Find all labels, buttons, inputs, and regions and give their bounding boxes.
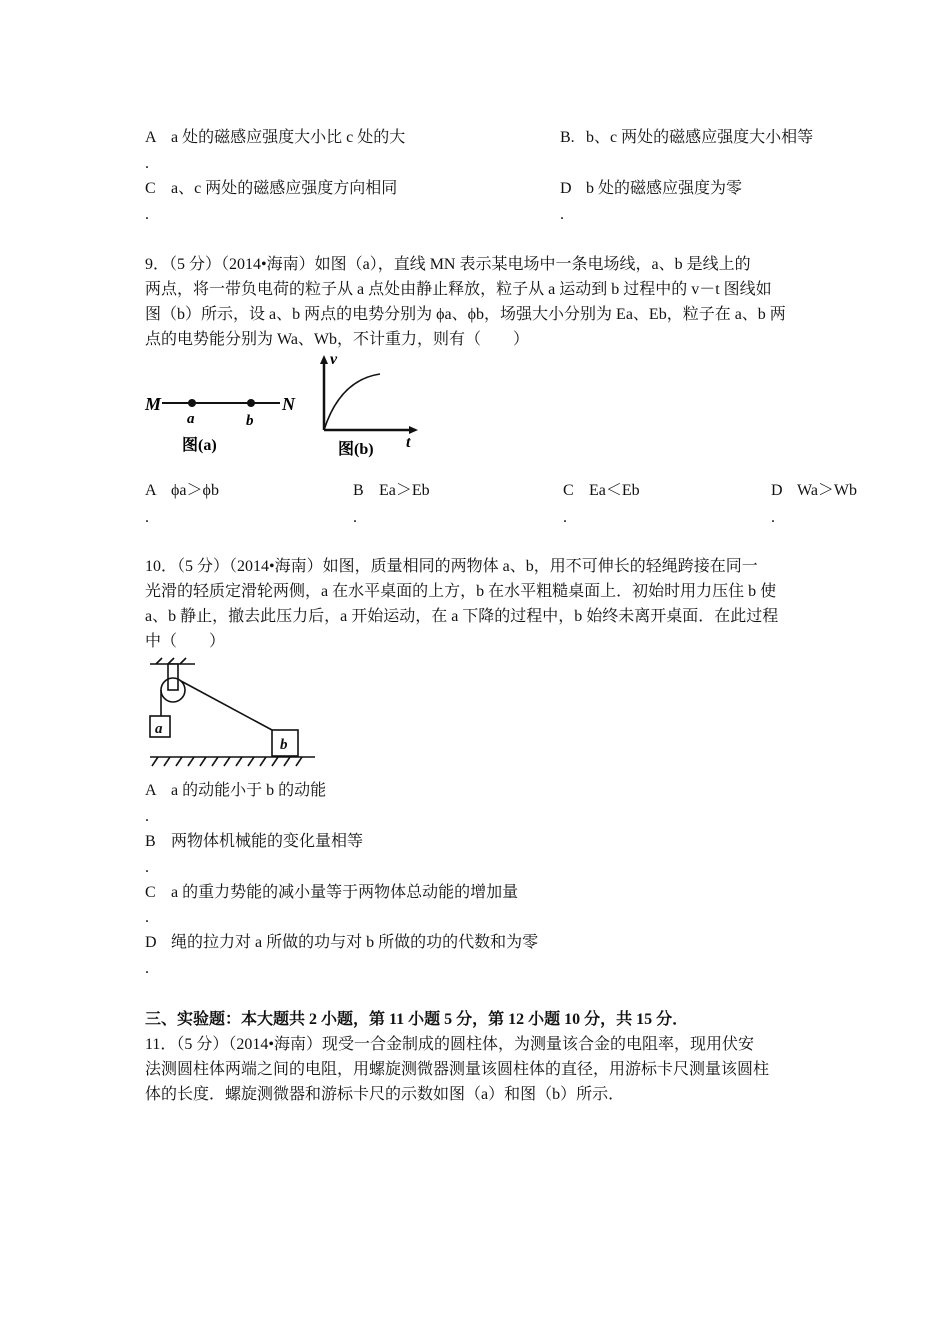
- dot: .: [560, 206, 564, 223]
- dot: .: [771, 509, 775, 526]
- q10-option-a: [145, 781, 326, 801]
- option-text: 绳的拉力对 a 所做的功与对 b 所做的功的代数和为零: [171, 934, 539, 951]
- option-letter: D: [771, 482, 783, 499]
- dot: .: [353, 509, 357, 526]
- option-letter: B: [145, 833, 156, 850]
- q8-option-a: [145, 128, 405, 148]
- q9-option-d: [771, 481, 857, 501]
- dot: .: [145, 960, 149, 977]
- svg-text:a: a: [155, 721, 163, 737]
- svg-text:图(a): 图(a): [182, 437, 217, 454]
- q9-stem-line: 点的电势能分别为 Wa、Wb，不计重力，则有（ ）: [145, 331, 530, 348]
- option-letter: B.: [560, 129, 575, 146]
- svg-text:v: v: [330, 351, 338, 368]
- dot: .: [145, 859, 149, 876]
- q10-option-c: [145, 883, 518, 903]
- option-letter: D: [145, 934, 157, 951]
- figure-pulley-blocks: [140, 650, 340, 780]
- svg-text:b: b: [246, 413, 254, 429]
- dot: .: [145, 808, 149, 825]
- q10-option-b: [145, 832, 363, 852]
- q9-option-b: [353, 481, 430, 501]
- q9-stem-line: 两点，将一带负电荷的粒子从 a 点处由静止释放，粒子从 a 运动到 b 过程中的 v－t 图线如: [145, 281, 772, 298]
- option-text: Ea＞Eb: [379, 482, 430, 499]
- q9-option-a: [145, 481, 219, 501]
- svg-text:a: a: [187, 411, 195, 427]
- option-letter: C: [145, 180, 156, 197]
- option-text: Ea＜Eb: [589, 482, 640, 499]
- dot: .: [145, 509, 149, 526]
- dot: .: [145, 206, 149, 223]
- q10-stem-line: 中（ ）: [145, 633, 226, 650]
- section-heading: 三、实验题：本大题共 2 小题，第 11 小题 5 分，第 12 小题 10 分，共 15 分．: [145, 1011, 689, 1028]
- dot: .: [563, 509, 567, 526]
- option-text: 两物体机械能的变化量相等: [171, 833, 364, 850]
- svg-text:t: t: [406, 434, 411, 451]
- option-letter: A: [145, 782, 157, 799]
- q10-option-d: [145, 933, 538, 953]
- option-letter: C: [145, 884, 156, 901]
- option-text: a 的动能小于 b 的动能: [171, 782, 327, 799]
- q8-option-c: [145, 179, 397, 199]
- q8-option-d: [560, 179, 742, 199]
- svg-text:N: N: [282, 394, 295, 414]
- q11-stem-line: 体的长度．螺旋测微器和游标卡尺的示数如图（a）和图（b）所示．: [145, 1086, 625, 1103]
- q10-stem-line: 光滑的轻质定滑轮两侧，a 在水平桌面的上方，b 在水平粗糙桌面上．初始时用力压住 b 使: [145, 583, 777, 600]
- dot: .: [145, 909, 149, 926]
- option-text: a 的重力势能的减小量等于两物体总动能的增加量: [171, 884, 519, 901]
- option-letter: A: [145, 482, 157, 499]
- option-text: a、c 两处的磁感应强度方向相同: [171, 180, 398, 197]
- figure-b-vt-graph: [310, 350, 430, 465]
- option-text: ϕa＞ϕb: [171, 482, 219, 499]
- option-text: a 处的磁感应强度大小比 c 处的大: [171, 129, 406, 146]
- q10-stem-line: a、b 静止，撤去此压力后，a 开始运动，在 a 下降的过程中，b 始终未离开桌面．在此过程: [145, 608, 779, 625]
- q9-option-c: [563, 481, 640, 501]
- svg-text:M: M: [145, 394, 162, 414]
- q11-stem-line: 法测圆柱体两端之间的电阻，用螺旋测微器测量该圆柱体的直径，用游标卡尺测量该圆柱: [145, 1061, 770, 1078]
- svg-text:b: b: [280, 737, 288, 753]
- option-text: Wa＞Wb: [797, 482, 858, 499]
- dot: .: [145, 155, 149, 172]
- q9-stem-line: 9．（5 分）（2014•海南）如图（a），直线 MN 表示某电场中一条电场线，a、b 是线上的: [145, 256, 751, 273]
- q11-stem-line: 11．（5 分）（2014•海南）现受一合金制成的圆柱体，为测量该合金的电阻率，现用伏安: [145, 1036, 755, 1053]
- option-letter: B: [353, 482, 364, 499]
- q10-stem-line: 10．（5 分）（2014•海南）如图，质量相同的两物体 a、b，用不可伸长的轻绳跨接在同一: [145, 558, 758, 575]
- figure-a-field-line: [140, 355, 310, 465]
- q8-option-b: [560, 128, 813, 148]
- q9-stem-line: 图（b）所示，设 a、b 两点的电势分别为 ϕa、ϕb，场强大小分别为 Ea、Eb，粒子在 a、b 两: [145, 306, 786, 323]
- option-letter: A: [145, 129, 157, 146]
- option-text: b 处的磁感应强度为零: [586, 180, 743, 197]
- option-letter: C: [563, 482, 574, 499]
- option-letter: D: [560, 180, 572, 197]
- option-text: b、c 两处的磁感应强度大小相等: [586, 129, 814, 146]
- svg-text:图(b): 图(b): [338, 441, 374, 458]
